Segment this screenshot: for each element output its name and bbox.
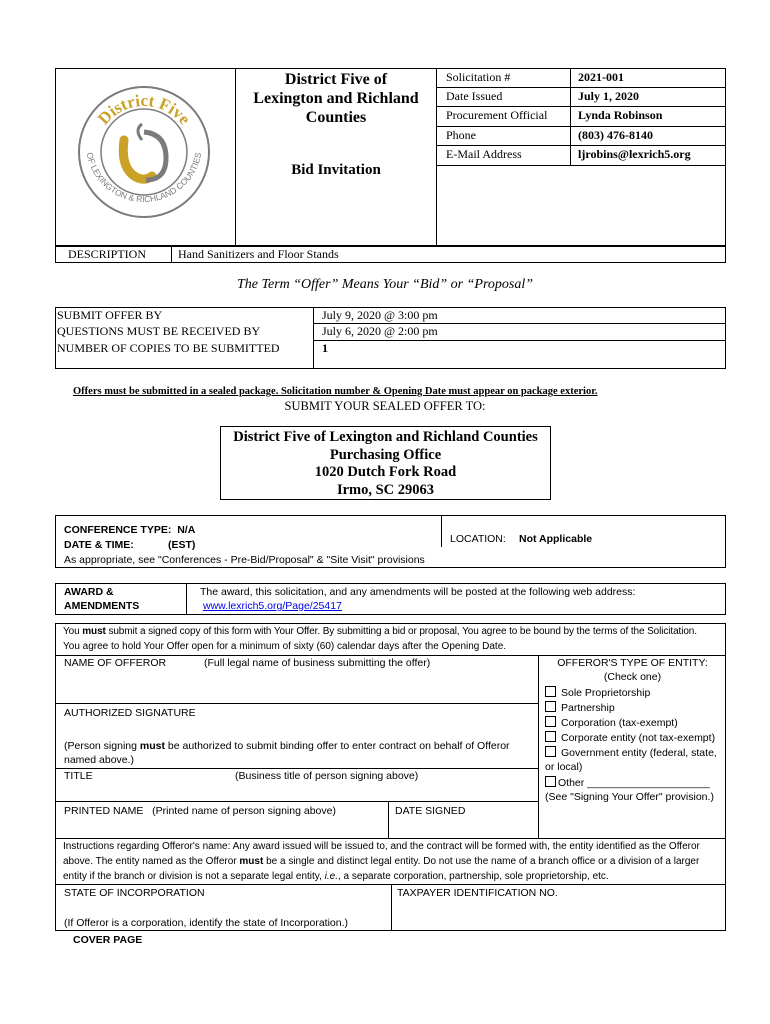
submit-by-value: July 9, 2020 @ 3:00 pm: [322, 308, 438, 322]
checkbox-icon[interactable]: [545, 686, 556, 697]
offeror-name-hint: (Full legal name of business submitting the offer): [204, 657, 431, 669]
printed-name-hint: (Printed name of person signing above): [152, 805, 336, 817]
instructions-line-2: above. The entity named as the Offeror must be a single and distinct legal entity. Do not use the name of a branch office or a division of a larger: [63, 856, 700, 867]
copies-label: NUMBER OF COPIES TO BE SUBMITTED: [57, 341, 280, 355]
signature-label: AUTHORIZED SIGNATURE: [64, 707, 196, 719]
submit-by-label: SUBMIT OFFER BY: [57, 308, 163, 322]
address-line-1: District Five of Lexington and Richland Counties: [233, 429, 538, 445]
title-hint: (Business title of person signing above): [235, 770, 419, 782]
org-name-line-3: Counties: [305, 109, 367, 126]
printed-name-field[interactable]: [60, 819, 385, 836]
description-value: Hand Sanitizers and Floor Stands: [178, 247, 339, 261]
org-name-line-1: District Five of: [284, 71, 388, 88]
entity-option-government-cont: or local): [545, 761, 583, 773]
copies-value: 1: [322, 341, 328, 355]
cover-page-label: COVER PAGE: [73, 934, 143, 946]
state-of-incorporation-field[interactable]: [60, 901, 388, 916]
address-line-4: Irmo, SC 29063: [336, 482, 435, 498]
district-logo: [72, 82, 217, 222]
info-label-phone: Phone: [446, 128, 476, 142]
signature-hint: (Person signing must be authorized to submit binding offer to enter contract on behalf of Offeror: [64, 740, 510, 752]
term-note: The Term “Offer” Means Your “Bid” or “Proposal”: [236, 277, 534, 292]
info-label-solicitation: Solicitation #: [446, 70, 511, 84]
signature-field[interactable]: [60, 720, 534, 738]
offer-intro-2: You agree to hold Your Offer open for a minimum of sixty (60) calendar days after the Opening Date.: [63, 641, 507, 652]
info-label-email: E-Mail Address: [446, 147, 522, 161]
title-label: TITLE: [64, 770, 93, 782]
location-label: LOCATION:: [450, 533, 506, 545]
entity-type-title: OFFEROR'S TYPE OF ENTITY:: [557, 657, 708, 669]
entity-type-sub: (Check one): [603, 671, 662, 683]
entity-option-government[interactable]: Government entity (federal, state,: [545, 746, 717, 759]
instructions-line-1: Instructions regarding Offeror's name: Any award issued will be issued to, and the contract will be formed with, the entity identified as the Offeror: [63, 841, 700, 852]
checkbox-icon[interactable]: [545, 701, 556, 712]
award-label-2: AMENDMENTS: [64, 600, 140, 612]
offeror-name-field[interactable]: [60, 672, 534, 700]
questions-by-value: July 6, 2020 @ 2:00 pm: [322, 324, 438, 338]
header-divider-info: [436, 68, 437, 246]
info-value-solicitation: 2021-001: [578, 70, 624, 84]
title-field[interactable]: [60, 784, 534, 799]
submit-to-heading: SUBMIT YOUR SEALED OFFER TO:: [284, 399, 486, 413]
state-of-incorporation-label: STATE OF INCORPORATION: [64, 887, 205, 899]
sealed-notice: Offers must be submitted in a sealed package. Solicitation number & Opening Date must appear on package exterior.: [73, 386, 598, 397]
info-value-date-issued: July 1, 2020: [578, 89, 640, 103]
state-of-incorporation-hint: (If Offeror is a corporation, identify the state of Incorporation.): [64, 917, 349, 929]
checkbox-icon[interactable]: [545, 731, 556, 742]
description-row: [55, 246, 726, 263]
address-line-3: 1020 Dutch Fork Road: [314, 464, 457, 480]
info-label-procurement-official: Procurement Official: [446, 108, 548, 122]
entity-option-corporate-entity[interactable]: Corporate entity (not tax-exempt): [545, 731, 715, 744]
checkbox-icon[interactable]: [545, 716, 556, 727]
doc-type-title: Bid Invitation: [291, 162, 381, 178]
date-signed-field[interactable]: [392, 819, 535, 836]
tin-field[interactable]: [394, 901, 723, 929]
logo-arc-top: District Five: [94, 90, 195, 129]
checkbox-icon[interactable]: [545, 776, 556, 787]
checkbox-icon[interactable]: [545, 746, 556, 757]
info-col-divider: [570, 68, 571, 165]
conference-datetime-label: DATE & TIME:: [64, 539, 134, 551]
entity-option-corporation[interactable]: Corporation (tax-exempt): [545, 716, 678, 729]
award-label-1: AWARD &: [64, 586, 114, 598]
entity-option-other[interactable]: Other _____________________: [545, 776, 710, 789]
offer-intro-1: You must submit a signed copy of this form with Your Offer. By submitting a bid or proposal, You agree to be bound by the terms of the Solicitation.: [63, 626, 697, 637]
info-value-phone: (803) 476-8140: [578, 128, 653, 142]
award-url-link[interactable]: www.lexrich5.org/Page/25417: [203, 600, 342, 612]
entity-option-sole-proprietorship[interactable]: Sole Proprietorship: [545, 686, 650, 699]
signature-hint-2: named above.): [64, 754, 135, 766]
instructions-line-3: entity if the branch or division is not a separate legal entity, i.e., a separate corporation, partnership, sole proprietorship, etc.: [63, 871, 609, 882]
conference-type-value: N/A: [177, 524, 196, 536]
info-value-email: ljrobins@lexrich5.org: [578, 147, 691, 161]
address-line-2: Purchasing Office: [329, 447, 442, 463]
conference-type-label: CONFERENCE TYPE: N/A: [64, 524, 196, 536]
entity-note: (See "Signing Your Offer" provision.): [545, 791, 714, 803]
entity-option-partnership[interactable]: Partnership: [545, 701, 615, 714]
description-label: DESCRIPTION: [68, 247, 147, 261]
info-value-procurement-official: Lynda Robinson: [578, 108, 663, 122]
location-value: Not Applicable: [519, 533, 593, 545]
conference-datetime-value: (EST): [168, 539, 196, 551]
logo-arc-bottom: OF LEXINGTON & RICHLAND COUNTIES: [84, 151, 204, 205]
info-label-date-issued: Date Issued: [446, 89, 503, 103]
offeror-name-label: NAME OF OFFEROR: [64, 657, 167, 669]
date-signed-label: DATE SIGNED: [395, 805, 466, 817]
printed-name-label: PRINTED NAME (Printed name of person signing above): [64, 805, 336, 817]
conference-note: As appropriate, see "Conferences - Pre-Bid/Proposal" & "Site Visit" provisions: [64, 554, 425, 566]
questions-by-label: QUESTIONS MUST BE RECEIVED BY: [57, 324, 261, 338]
org-name-line-2: Lexington and Richland: [253, 90, 419, 107]
tin-label: TAXPAYER IDENTIFICATION NO.: [397, 887, 558, 899]
award-text: The award, this solicitation, and any amendments will be posted at the following web address:: [200, 586, 636, 598]
